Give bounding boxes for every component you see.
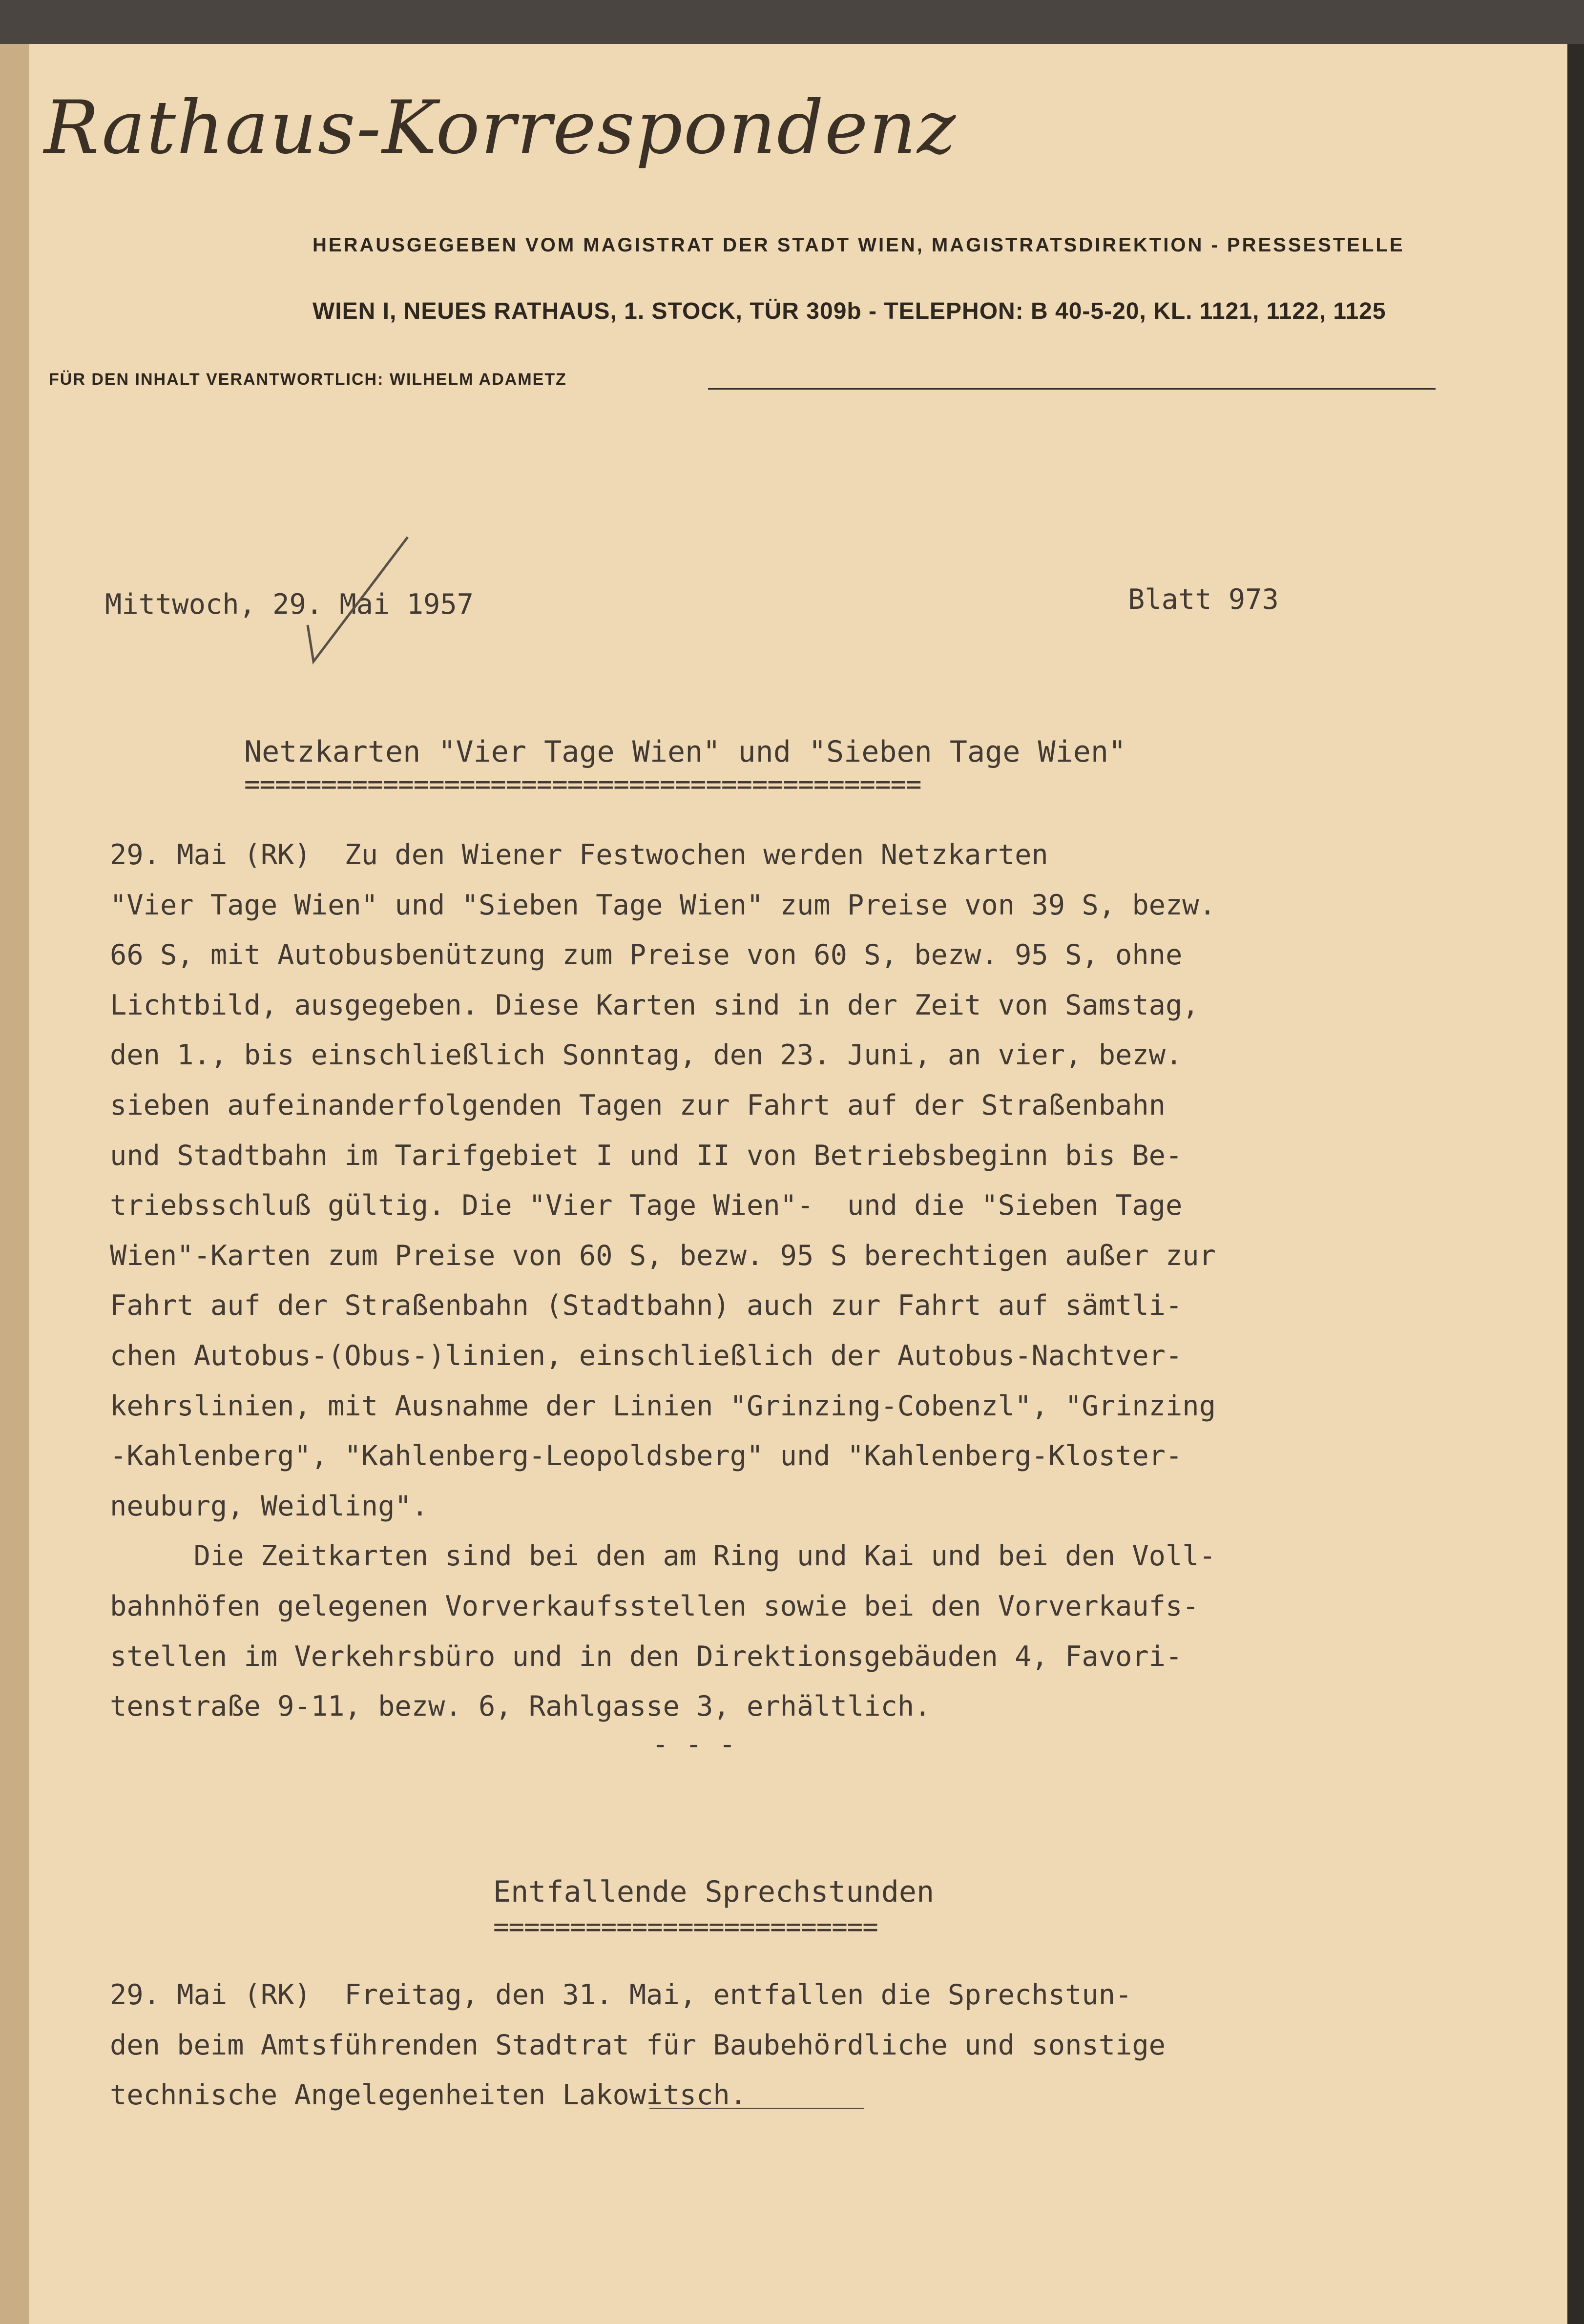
- article-title-netzkarten: Netzkarten "Vier Tage Wien" und "Sieben Tage Wien": [244, 735, 1126, 769]
- article-title-underline: ============================================: [244, 769, 921, 800]
- responsible-line: FÜR DEN INHALT VERANTWORTLICH: WILHELM ADAMETZ: [49, 370, 567, 389]
- binder-edge: [0, 44, 31, 2324]
- issue-date: Mittwoch, 29. Mai 1957: [105, 588, 474, 621]
- header-rule: [708, 388, 1436, 390]
- article-title-sprechstunden: Entfallende Sprechstunden: [493, 1875, 935, 1909]
- article-title-underline: =========================: [493, 1911, 878, 1942]
- address-line: WIEN I, NEUES RATHAUS, 1. STOCK, TÜR 309b - TELEPHON: B 40-5-20, KL. 1121, 1122, 1125: [313, 298, 1386, 324]
- check-mark-icon: [303, 532, 420, 679]
- article-body-sprechstunden: 29. Mai (RK) Freitag, den 31. Mai, entfallen die Sprechstun- den beim Amtsführenden Stadtrat für Baubehördliche und sonstige technische Angelegenheiten Lakowitsch.: [110, 1979, 1166, 2112]
- section-separator: - - -: [652, 1728, 736, 1761]
- publisher-line: HERAUSGEGEBEN VOM MAGISTRAT DER STADT WIEN, MAGISTRATSDIREKTION - PRESSESTELLE: [313, 234, 1405, 256]
- sheet-number: Blatt 973: [1128, 583, 1279, 616]
- article-body-netzkarten: 29. Mai (RK) Zu den Wiener Festwochen werden Netzkarten "Vier Tage Wien" und "Sieben Tage Wien" zum Preise von 39 S, bezw. 66 S, mit Autobusbenützung zum Preise von 60 S, bezw. 95 S, ohne Lichtbild, ausgegeben. Diese Karten sind in der Zeit von Samstag, den 1., bis einschließlich Sonntag, den 23. Juni, an vier, bezw. sieben aufeinanderfolgenden Tagen zur Fahrt auf der Straßenbahn und Stadtbahn im Tarifgebiet I und II von Betriebsbeginn bis Be- triebsschluß gültig. Die "Vier Tage Wien"- und die "Sieben Tage Wien"-Karten zum Preise von 60 S, bezw. 95 S berechtigen außer zur Fahrt auf der Straßenbahn (Stadtbahn) auch zur Fahrt auf sämtli- chen Autobus-(Obus-)linien, einschließlich der Autobus-Nachtver- kehrslinien, mit Ausnahme der Linien "Grinzing-Cobenzl", "Grinzing -Kahlenberg", "Kahlenberg-Leopoldsberg" und "Kahlenberg-Kloster- neuburg, Weidling". Die Zeitkarten sind bei den am Ring und Kai und bei den Voll- bahnhöfen gelegenen Vorverkaufsstellen sowie bei den Vorverkaufs- stellen im Verkehrsbüro und in den Direktionsgebäuden 4, Favori- tenstraße 9-11, bezw. 6, Rahlgasse 3, erhältlich.: [110, 839, 1216, 1723]
- name-underline: [649, 2108, 864, 2109]
- page-shadow-edge: [1567, 44, 1584, 2324]
- masthead-title: Rathaus-Korrespondenz: [44, 85, 957, 170]
